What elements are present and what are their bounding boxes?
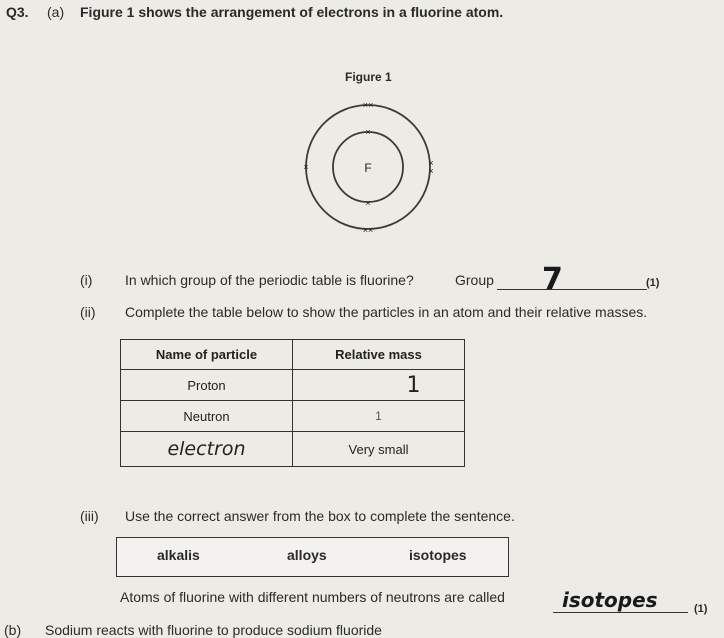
part-iii-label: (iii) [80, 508, 99, 524]
part-iii-marks: (1) [694, 603, 708, 615]
answer-options-box [116, 537, 509, 577]
isotopes-answer[interactable]: isotopes [562, 588, 658, 612]
electron-name-answer[interactable]: electron [121, 432, 293, 467]
electron-mark: × [428, 166, 434, 176]
particle-name: Neutron [121, 401, 293, 432]
part-a-label: (a) [47, 4, 65, 20]
group-answer-line [497, 289, 647, 290]
option-isotopes[interactable]: isotopes [409, 547, 467, 563]
table-row [121, 432, 465, 467]
part-ii-label: (ii) [80, 304, 96, 320]
part-b-text: Sodium reacts with fluorine to produce sodium fluoride [45, 622, 382, 638]
electron-mark: × [303, 162, 309, 172]
part-i-label: (i) [80, 272, 93, 288]
option-alkalis[interactable]: alkalis [157, 547, 200, 563]
electron-mark: ×× [362, 100, 374, 110]
particle-name: Proton [121, 370, 293, 401]
intro-text: Figure 1 shows the arrangement of electrons in a fluorine atom. [80, 4, 504, 20]
header-relative-mass: Relative mass [293, 340, 465, 370]
atom-symbol: F [364, 161, 372, 175]
electron-mark: ×× [362, 225, 374, 235]
electron-mark: × [428, 158, 434, 168]
neutron-mass: 1 [293, 401, 465, 432]
part-i-text: In which group of the periodic table is fluorine? [125, 272, 414, 288]
part-i-marks: (1) [646, 277, 660, 289]
isotopes-answer-line [553, 612, 688, 613]
electron-mark: × [365, 127, 371, 137]
electron-mark: × [365, 198, 371, 208]
sentence-text: Atoms of fluorine with different numbers of neutrons are called [120, 589, 505, 605]
table-row [121, 401, 465, 432]
figure-title: Figure 1 [345, 70, 392, 84]
table-header-row [121, 340, 465, 370]
fluorine-atom-diagram [284, 92, 454, 242]
part-ii-text: Complete the table below to show the particles in an atom and their relative masses. [125, 304, 648, 320]
table-row [121, 370, 465, 401]
group-answer[interactable]: 7 [542, 262, 563, 297]
option-alloys[interactable]: alloys [287, 547, 327, 563]
header-particle-name: Name of particle [121, 340, 293, 370]
group-prompt: Group [455, 272, 494, 288]
part-iii-text: Use the correct answer from the box to complete the sentence. [125, 508, 515, 524]
electron-mass: Very small [293, 432, 465, 467]
proton-mass-answer[interactable]: 1 [293, 370, 465, 401]
part-b-label: (b) [4, 622, 22, 638]
question-number: Q3. [6, 4, 29, 20]
particles-table [120, 339, 465, 467]
